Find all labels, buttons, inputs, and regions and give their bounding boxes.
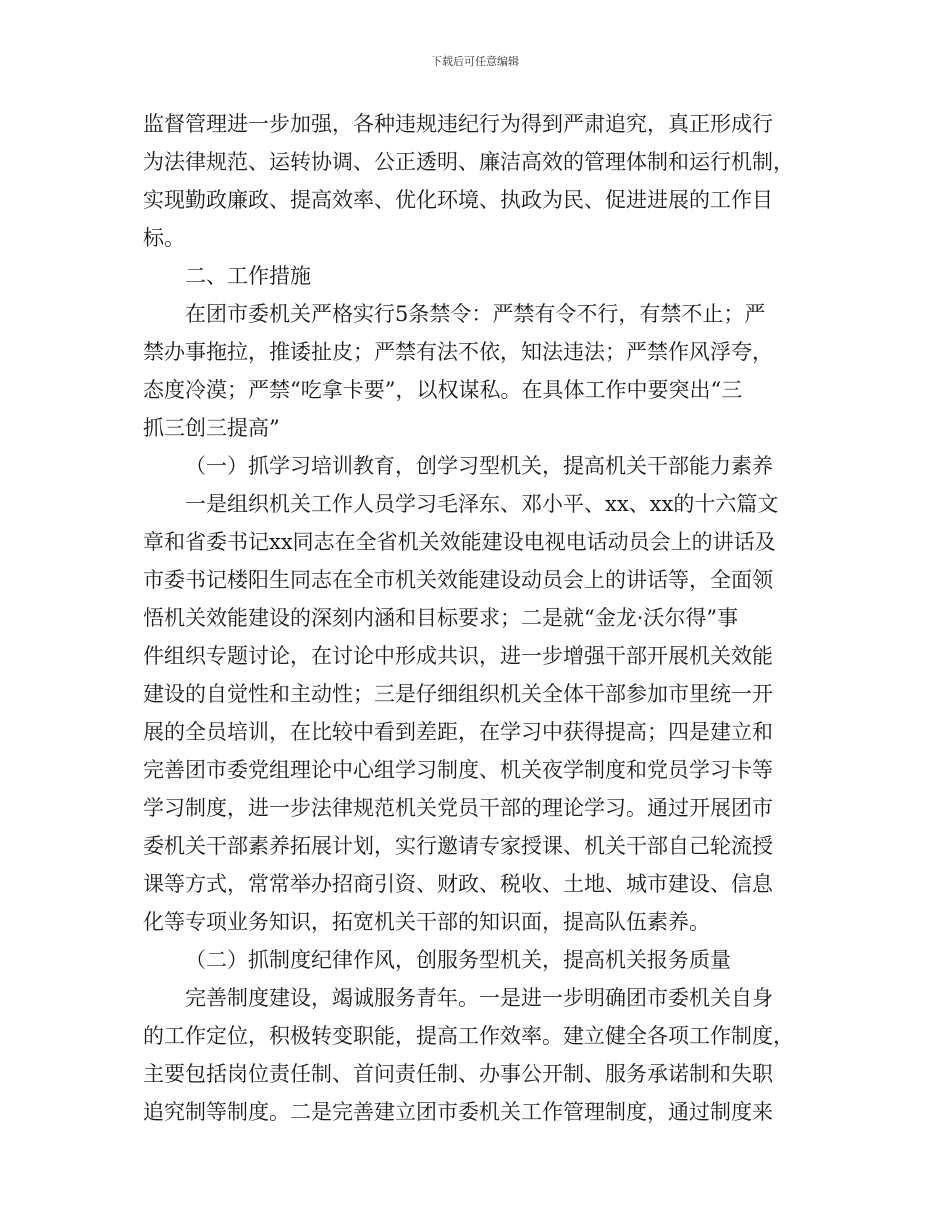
page-header: 下载后可任意编辑	[431, 55, 519, 68]
text-line: 追究制等制度。二是完善建立团市委机关工作管理制度，通过制度来	[143, 1100, 773, 1124]
text-line: 完善制度建设，竭诚服务青年。一是进一步明确团市委机关自身	[185, 986, 773, 1010]
text-line: 件组织专题讨论，在讨论中形成共识，进一步增强干部开展机关效能	[143, 644, 773, 668]
text-line: 为法律规范、运转协调、公正透明、廉洁高效的管理体制和运行机制，	[143, 150, 794, 174]
document-body	[143, 105, 803, 1131]
text-line: 建设的自觉性和主动性；三是仔细组织机关全体干部参加市里统一开	[143, 682, 773, 706]
text-line: 章和省委书记xx同志在全省机关效能建设电视电话动员会上的讲话及	[143, 530, 776, 554]
text-line: 实现勤政廉政、提高效率、优化环境、执政为民、促进进展的工作目	[143, 188, 773, 212]
text-line: 禁办事拖拉，推诿扯皮；严禁有法不依，知法违法；严禁作风浮夸，	[143, 340, 773, 364]
text-line: 课等方式，常常举办招商引资、财政、税收、土地、城市建设、信息	[143, 872, 773, 896]
section-heading: 二、工作措施	[185, 264, 311, 288]
text-line: 展的全员培训，在比较中看到差距，在学习中获得提高；四是建立和	[143, 720, 773, 744]
text-line: 的工作定位，积极转变职能，提高工作效率。建立健全各项工作制度，	[143, 1024, 794, 1048]
text-line: 态度冷漠；严禁“吃拿卡要”，以权谋私。在具体工作中要突出“三	[143, 378, 743, 402]
subsection-heading: （二）抓制度纪律作风，创服务型机关，提高机关报务质量	[185, 948, 731, 972]
text-line: 学习制度，进一步法律规范机关党员干部的理论学习。通过开展团市	[143, 796, 773, 820]
text-line: 市委书记楼阳生同志在全市机关效能建设动员会上的讲话等，全面领	[143, 568, 773, 592]
text-line: 抓三创三提高”	[143, 416, 280, 440]
text-line: 主要包括岗位责任制、首问责任制、办事公开制、服务承诺制和失职	[143, 1062, 773, 1086]
text-line: 悟机关效能建设的深刻内涵和目标要求；二是就“金龙·沃尔得”事	[143, 606, 739, 630]
subsection-heading: （一）抓学习培训教育，创学习型机关，提高机关干部能力素养	[185, 454, 773, 478]
text-line: 监督管理进一步加强，各种违规违纪行为得到严肃追究，真正形成行	[143, 112, 773, 136]
text-line: 标。	[143, 226, 185, 250]
text-line: 一是组织机关工作人员学习毛泽东、邓小平、xx、xx的十六篇文	[185, 492, 779, 516]
text-line: 完善团市委党组理论中心组学习制度、机关夜学制度和党员学习卡等	[143, 758, 773, 782]
text-line: 化等专项业务知识，拓宽机关干部的知识面，提高队伍素养。	[143, 910, 710, 934]
text-line: 委机关干部素养拓展计划，实行邀请专家授课、机关干部自己轮流授	[143, 834, 773, 858]
text-line: 在团市委机关严格实行5条禁令：严禁有令不行，有禁不止；严	[185, 302, 766, 326]
